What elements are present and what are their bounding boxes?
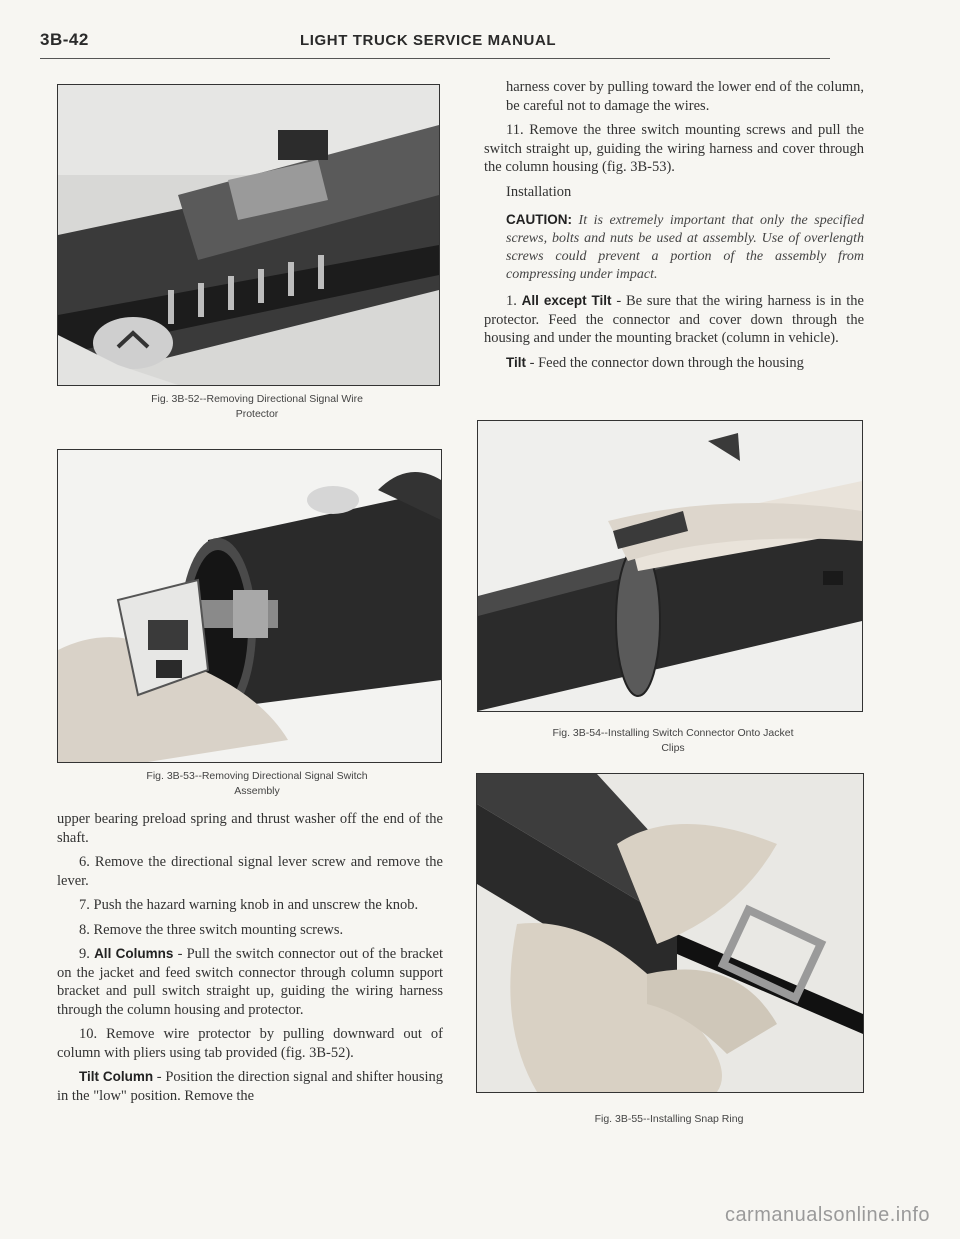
jacket-clips-photo <box>478 421 862 711</box>
figure-3b-53-caption <box>57 769 457 799</box>
watermark: carmanualsonline.info <box>724 1204 930 1226</box>
caption-line: Fig. 3B-55--Installing Snap Ring <box>594 1113 744 1125</box>
switch-assembly-photo <box>58 450 441 762</box>
caption-line: Fig. 3B-53--Removing Directional Signal Switch <box>146 770 368 782</box>
install-step-1 <box>484 292 864 348</box>
tilt-lead: Tilt <box>506 354 526 370</box>
step-text: - Pull the switch connector out of the bracket on the jacket and feed switch connector through column support bracket and pull switch straight up, guiding the wiring harness through the column housing and protector. <box>57 946 443 1018</box>
step-number: 1. <box>506 293 522 309</box>
figure-3b-53-photo <box>57 449 442 763</box>
tilt-column-paragraph <box>57 1068 443 1105</box>
paragraph: upper bearing preload spring and thrust washer off the end of the shaft. <box>57 811 443 846</box>
page-header <box>40 28 830 59</box>
step-lead: All Columns <box>94 946 174 961</box>
page-number: 3B-42 <box>40 30 89 49</box>
snap-ring-photo <box>477 774 863 1092</box>
step-7: 7. Push the hazard warning knob in and unscrew the knob. <box>79 897 419 913</box>
step-number: 9. <box>79 946 95 962</box>
step-9 <box>57 945 443 1019</box>
caption-line: Assembly <box>234 785 280 797</box>
paragraph: harness cover by pulling toward the lower end of the column, be careful not to damage the wires. <box>506 79 864 114</box>
figure-3b-54-caption <box>487 726 859 756</box>
tilt-lead: Tilt Column <box>79 1069 154 1084</box>
tilt-text: - Feed the connector down through the housing <box>526 354 804 371</box>
caution-label: CAUTION: <box>506 212 572 227</box>
tilt-text: - Position the direction signal and shifter housing in the "low" position. Remove the <box>57 1069 443 1104</box>
figure-3b-55-caption <box>476 1112 862 1127</box>
step-lead: All except Tilt <box>521 293 612 308</box>
steering-column-photo <box>58 85 439 385</box>
figure-3b-54-photo <box>477 420 863 712</box>
running-title: LIGHT TRUCK SERVICE MANUAL <box>300 32 557 49</box>
left-column-text <box>57 810 443 1111</box>
step-text: - Be sure that the wiring harness is in the protector. Feed the connector and cover down through the housing and under the mounting bracket (column in vehicle). <box>484 293 864 346</box>
figure-3b-52-caption <box>57 392 457 422</box>
step-8: 8. Remove the three switch mounting screws. <box>79 921 344 938</box>
figure-3b-52-photo <box>57 84 440 386</box>
right-column-text <box>484 78 864 378</box>
step-6: 6. Remove the directional signal lever screw and remove the lever. <box>57 854 443 889</box>
installation-heading: Installation <box>506 183 572 200</box>
caption-line: Protector <box>235 408 279 420</box>
caution-note <box>506 211 864 284</box>
caption-line: Fig. 3B-54--Installing Switch Connector Onto Jacket <box>552 727 794 739</box>
step-10: 10. Remove wire protector by pulling downward out of column with pliers using tab provided (fig. 3B-52). <box>57 1026 443 1061</box>
caption-line: Clips <box>661 742 685 754</box>
caption-line: Fig. 3B-52--Removing Directional Signal Wire <box>151 393 363 405</box>
step-11: 11. Remove the three switch mounting screws and pull the switch straight up, guiding the wiring harness and cover through the column housing (fig. 3B-53). <box>484 122 864 175</box>
tilt-install-paragraph <box>484 354 864 373</box>
caution-text: It is extremely important that only the specified screws, bolts and nuts be used at assembly. Use of overlength screws could prevent a portion of the assembly from compressing under impact. <box>506 213 864 282</box>
figure-3b-55-photo <box>476 773 864 1093</box>
